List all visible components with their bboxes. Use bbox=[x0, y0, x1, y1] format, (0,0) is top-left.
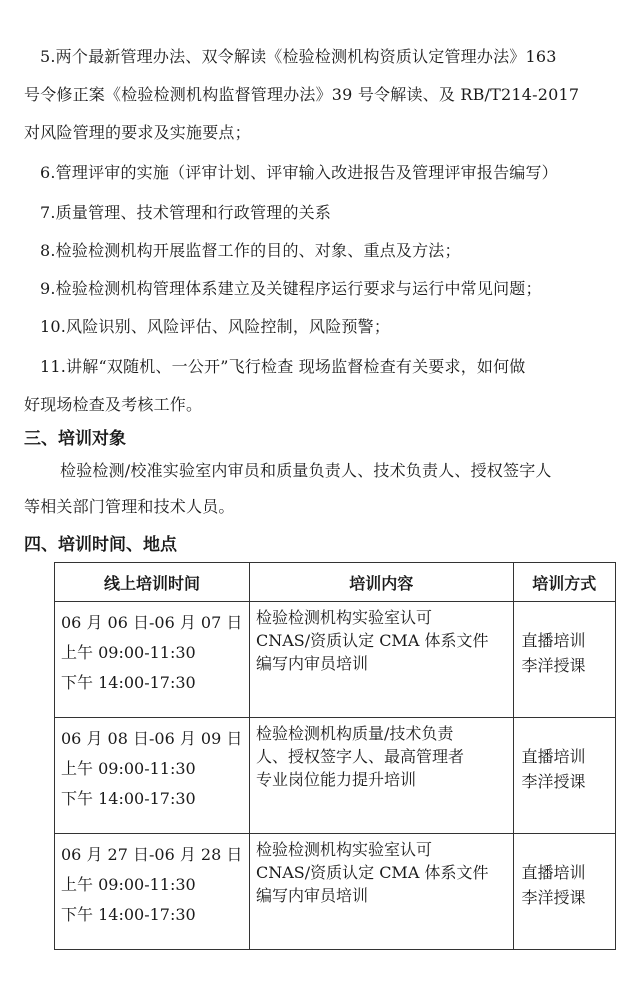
method-cell bbox=[513, 718, 615, 834]
list-item-9: 9.检验检测机构管理体系建立及关键程序运行要求与运行中常见问题； bbox=[40, 279, 542, 298]
list-item-5-line-1: 5.两个最新管理办法、双令解读《检验检测机构资质认定管理办法》163 bbox=[40, 47, 557, 66]
morning-time: 上午 09:00-11:30 bbox=[61, 643, 196, 662]
section-3-text-line-2: 等相关部门管理和技术人员。 bbox=[24, 497, 235, 516]
content-line: 检验检测机构质量/技术负责 bbox=[255, 724, 454, 743]
time-cell bbox=[55, 718, 250, 834]
list-item-10: 10.风险识别、风险评估、风险控制，风险预警； bbox=[40, 317, 391, 336]
table-header-row bbox=[55, 563, 616, 602]
method-line: 直播培训 bbox=[521, 863, 586, 882]
training-schedule-table bbox=[54, 562, 616, 950]
method-line: 李洋授课 bbox=[521, 888, 586, 907]
content-cell bbox=[249, 718, 513, 834]
content-line: 检验检测机构实验室认可 bbox=[255, 840, 432, 859]
content-line: 人、授权签字人、最高管理者 bbox=[255, 747, 464, 766]
section-3-text-line-1: 检验检测/校准实验室内审员和质量负责人、技术负责人、授权签字人 bbox=[60, 461, 552, 480]
time-cell bbox=[55, 602, 250, 718]
list-item-5-line-3: 对风险管理的要求及实施要点； bbox=[24, 123, 251, 142]
table-row bbox=[55, 602, 616, 718]
header-method: 培训方式 bbox=[513, 563, 615, 602]
list-item-7: 7.质量管理、技术管理和行政管理的关系 bbox=[40, 203, 332, 222]
morning-time: 上午 09:00-11:30 bbox=[61, 759, 196, 778]
list-item-11-line-1: 11.讲解“双随机、一公开”飞行检查 现场监督检查有关要求，如何做 bbox=[40, 357, 526, 376]
time-cell bbox=[55, 834, 250, 950]
content-line: 编写内审员培训 bbox=[255, 886, 368, 905]
afternoon-time: 下午 14:00-17:30 bbox=[61, 673, 196, 692]
date-range: 06 月 08 日-06 月 09 日 bbox=[61, 729, 243, 748]
method-line: 直播培训 bbox=[521, 631, 586, 650]
content-cell bbox=[249, 834, 513, 950]
method-cell bbox=[513, 602, 615, 718]
list-item-8: 8.检验检测机构开展监督工作的目的、对象、重点及方法； bbox=[40, 241, 461, 260]
section-4-heading: 四、培训时间、地点 bbox=[24, 535, 177, 555]
content-line: CNAS/资质认定 CMA 体系文件 bbox=[255, 631, 489, 650]
section-3-heading: 三、培训对象 bbox=[24, 429, 126, 449]
content-line: 检验检测机构实验室认可 bbox=[255, 608, 432, 627]
afternoon-time: 下午 14:00-17:30 bbox=[61, 789, 196, 808]
method-cell bbox=[513, 834, 615, 950]
method-line: 直播培训 bbox=[521, 747, 586, 766]
table-row bbox=[55, 718, 616, 834]
content-cell bbox=[249, 602, 513, 718]
date-range: 06 月 27 日-06 月 28 日 bbox=[61, 845, 243, 864]
content-line: CNAS/资质认定 CMA 体系文件 bbox=[255, 863, 489, 882]
header-content: 培训内容 bbox=[249, 563, 513, 602]
date-range: 06 月 06 日-06 月 07 日 bbox=[61, 613, 243, 632]
method-line: 李洋授课 bbox=[521, 656, 586, 675]
method-line: 李洋授课 bbox=[521, 772, 586, 791]
list-item-11-line-2: 好现场检查及考核工作。 bbox=[24, 395, 203, 414]
morning-time: 上午 09:00-11:30 bbox=[61, 875, 196, 894]
table-row bbox=[55, 834, 616, 950]
content-line: 编写内审员培训 bbox=[255, 654, 368, 673]
list-item-6: 6.管理评审的实施（评审计划、评审输入改进报告及管理评审报告编写） bbox=[40, 163, 558, 182]
content-line: 专业岗位能力提升培训 bbox=[255, 770, 416, 789]
header-time: 线上培训时间 bbox=[55, 563, 250, 602]
list-item-5-line-2: 号令修正案《检验检测机构监督管理办法》39 号令解读、及 RB/T214-2017 bbox=[24, 85, 580, 104]
afternoon-time: 下午 14:00-17:30 bbox=[61, 905, 196, 924]
